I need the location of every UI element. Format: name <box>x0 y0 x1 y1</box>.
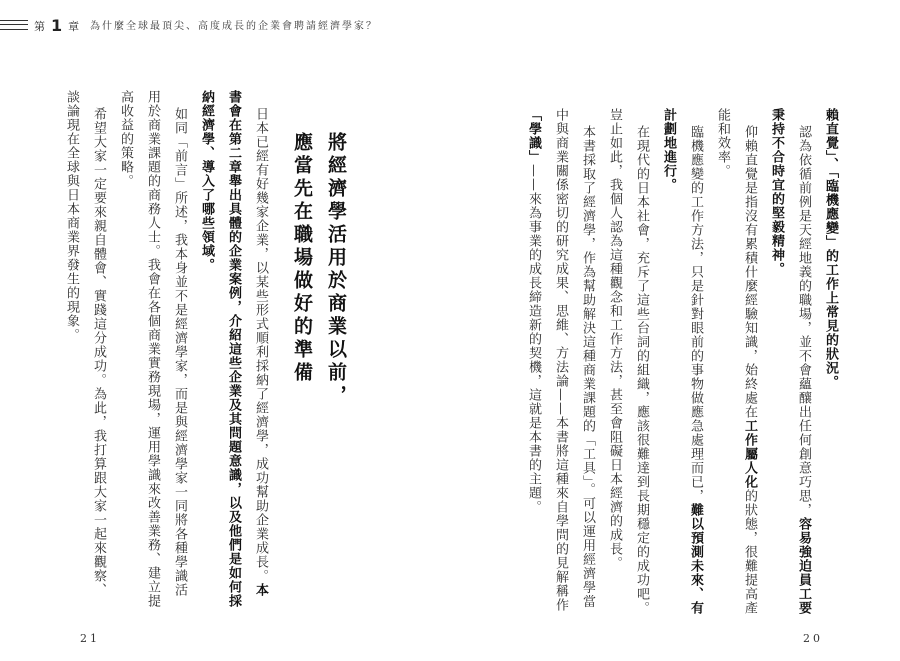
section-heading-line-2: 應當先在職場做好的準備 <box>291 132 313 385</box>
body-text: 豈止如此，我個人認為這種觀念和工作方法，甚至會阻礙日本經濟的成長。 <box>607 108 622 570</box>
emphasis-text: 工作屬人化 <box>742 419 757 489</box>
right-page-line <box>550 108 570 612</box>
header-rule-decoration <box>0 20 28 30</box>
right-page-line <box>658 108 678 192</box>
body-text: 在現代的日本社會，充斥了這些台詞的組織，應該很難達到長期穩定的成功吧。 <box>634 125 649 615</box>
body-text: 的狀態，很難提高產 <box>742 489 757 615</box>
left-page-line <box>115 90 135 188</box>
section-heading-line-1: 將經濟學活用於商業以前， <box>325 132 347 408</box>
chapter-title: 為什麼全球最頂尖、高度成長的企業會聘請經濟學家？ <box>90 21 378 32</box>
chapter-suffix: 章 <box>68 20 82 33</box>
left-page-line <box>223 90 243 608</box>
left-page-line <box>169 107 189 597</box>
emphasis-text: 容易強迫員工要 <box>796 517 811 615</box>
emphasis-text: 書會在第二章舉出具體的企業案例，介紹這些企業及其問題意識，以及他們是如何採 <box>226 90 241 608</box>
emphasis-text: 計劃地進行。 <box>661 108 676 192</box>
emphasis-text: 賴直覺」、「臨機應變」的工作上常見的狀況。 <box>823 108 838 389</box>
right-page-line <box>766 108 786 276</box>
left-page-line <box>250 107 270 597</box>
page-number-right: 20 <box>803 632 823 645</box>
right-page-line <box>685 125 705 615</box>
emphasis-text: 難以預測未來、有 <box>688 503 703 615</box>
right-page-line <box>577 125 597 609</box>
chapter-prefix: 第 <box>34 20 47 33</box>
left-page-line <box>142 90 162 608</box>
body-text: 認為依循前例是天經地義的職場，並不會蘊釀出任何創意巧思， <box>796 125 811 517</box>
emphasis-text: 本 <box>253 583 268 597</box>
body-text: 中與商業關係密切的研究成果、思維、方法論——本書將這種來自學問的見解稱作 <box>553 108 568 612</box>
page-number-left: 21 <box>80 632 100 645</box>
body-text: 如同「前言」所述，我本身並不是經濟學家，而是與經濟學家一同將各種學識活 <box>172 107 187 597</box>
body-text: ——來為事業的成長締造新的契機，這就是本書的主題。 <box>526 164 541 514</box>
left-page-line <box>88 107 108 597</box>
body-text: 臨機應變的工作方法，只是針對眼前的事物做應急處理而已， <box>688 125 703 503</box>
body-text: 高收益的策略。 <box>118 90 133 188</box>
body-text: 日本已經有好幾家企業，以某些形式順利採納了經濟學，成功幫助企業成長。 <box>253 107 268 583</box>
body-text: 本書採取了經濟學，作為幫助解決這種商業課題的「工具」。可以運用經濟學當 <box>580 125 595 609</box>
right-page-line <box>820 108 840 389</box>
body-text: 希望大家一定要來親自體會、實踐這分成功。為此，我打算跟大家一起來觀察、 <box>91 107 106 597</box>
right-page-line <box>793 125 813 615</box>
right-page-line <box>631 125 651 615</box>
right-page-line <box>739 125 759 615</box>
emphasis-text: 秉持不合時宜的堅毅精神。 <box>769 108 784 276</box>
body-text: 談論現在全球與日本商業界發生的現象。 <box>64 90 79 342</box>
body-text: 能和效率。 <box>715 108 730 178</box>
chapter-number: 1 <box>51 16 65 35</box>
right-page-line <box>604 108 624 570</box>
left-page-line <box>196 90 216 272</box>
body-text: 用於商業課題的商務人士。我會在各個商業實務現場，運用學識來改善業務、建立提 <box>145 90 160 608</box>
emphasis-text: 「學識」 <box>526 108 541 164</box>
emphasis-text: 納經濟學、導入了哪些領域。 <box>199 90 214 272</box>
right-page-line <box>712 108 732 178</box>
left-page-line <box>61 90 81 342</box>
running-header <box>0 14 900 34</box>
right-page-line <box>523 108 543 514</box>
chapter-label <box>34 15 81 34</box>
body-text: 仰賴直覺是指沒有累積什麼經驗知識，始終處在 <box>742 125 757 419</box>
